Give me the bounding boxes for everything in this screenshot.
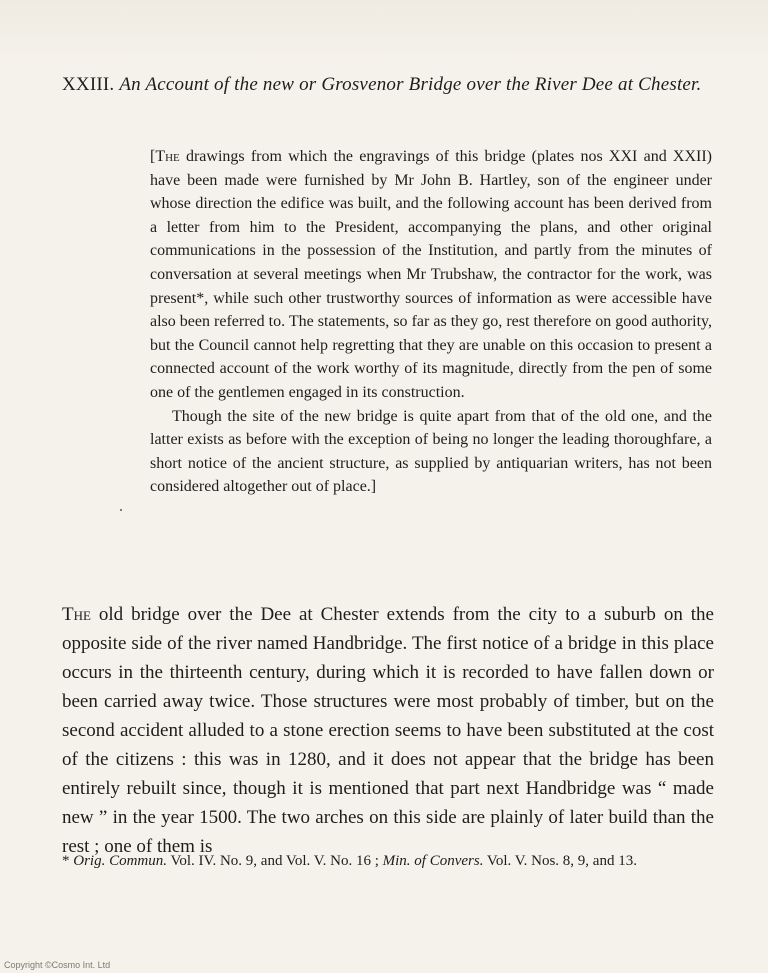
body-lead-word: The xyxy=(62,604,91,625)
intro-paragraph-1 xyxy=(150,145,712,405)
intro-lead-word: [The xyxy=(150,148,180,165)
ink-speck xyxy=(120,509,122,511)
footnote-text-2: Vol. V. Nos. 8, 9, and 13. xyxy=(483,853,637,869)
intro-paragraph-2: Though the site of the new bridge is quite apart from that of the old one, and the latter exists as before with the exception of being no longer the leading thoroughfare, a short notice of the ancient structure, as supplied by antiquarian writers, has not been considered altogether out of place.] xyxy=(150,407,712,496)
copyright-watermark: Copyright ©Cosmo Int. Ltd xyxy=(4,960,111,970)
body-paragraph-text: old bridge over the Dee at Chester extends from the city to a suburb on the opposite side of the river named Handbridge. The first notice of a bridge in this place occurs in the thirteenth century, during which it is recorded to have fallen down or been carried away twice. Those structures were most probably of timber, but on the second accident alluded to a stone erection seems to have been substituted at the cost of the citizens : this was in 1280, and it does not appear that the bridge has been entirely rebuilt since, though it is mentioned that part next Handbridge was “ made new ” in the year 1500. The two arches on this side are plainly of later build than the rest ; one of them is xyxy=(62,604,714,857)
footnote-source-1: Orig. Commun. xyxy=(73,853,168,869)
body-text xyxy=(62,600,714,861)
editorial-introduction xyxy=(150,145,712,499)
footnote xyxy=(62,851,712,872)
article-title-text: An Account of the new or Grosvenor Bridge over the River Dee at Chester. xyxy=(119,74,702,95)
footnote-source-2: Min. of Convers. xyxy=(382,853,484,869)
footnote-text-1: Vol. IV. No. 9, and Vol. V. No. 16 ; xyxy=(167,853,383,869)
intro-paragraph-1-text: drawings from which the engravings of this bridge (plates nos XXI and XXII) have been made were furnished by Mr John B. Hartley, son of the engineer under whose direction the edifice was built, and the following account has been derived from a letter from him to the President, accompanying the plans, and other original communications in the possession of the Institution, and partly from the minutes of conversation at several meetings when Mr Trubshaw, the contractor for the work, was present*, while such other trustworthy sources of information as were accessible have also been referred to. The statements, so far as they go, rest therefore on good authority, but the Council cannot help regretting that they are unable on this occasion to present a connected account of the work worthy of its magnitude, directly from the pen of some one of the gentlemen engaged in its construction. xyxy=(150,148,712,401)
footnote-marker: * xyxy=(62,853,74,869)
article-title xyxy=(62,74,722,96)
article-number: XXIII. xyxy=(62,74,115,95)
body-paragraph xyxy=(62,600,714,861)
